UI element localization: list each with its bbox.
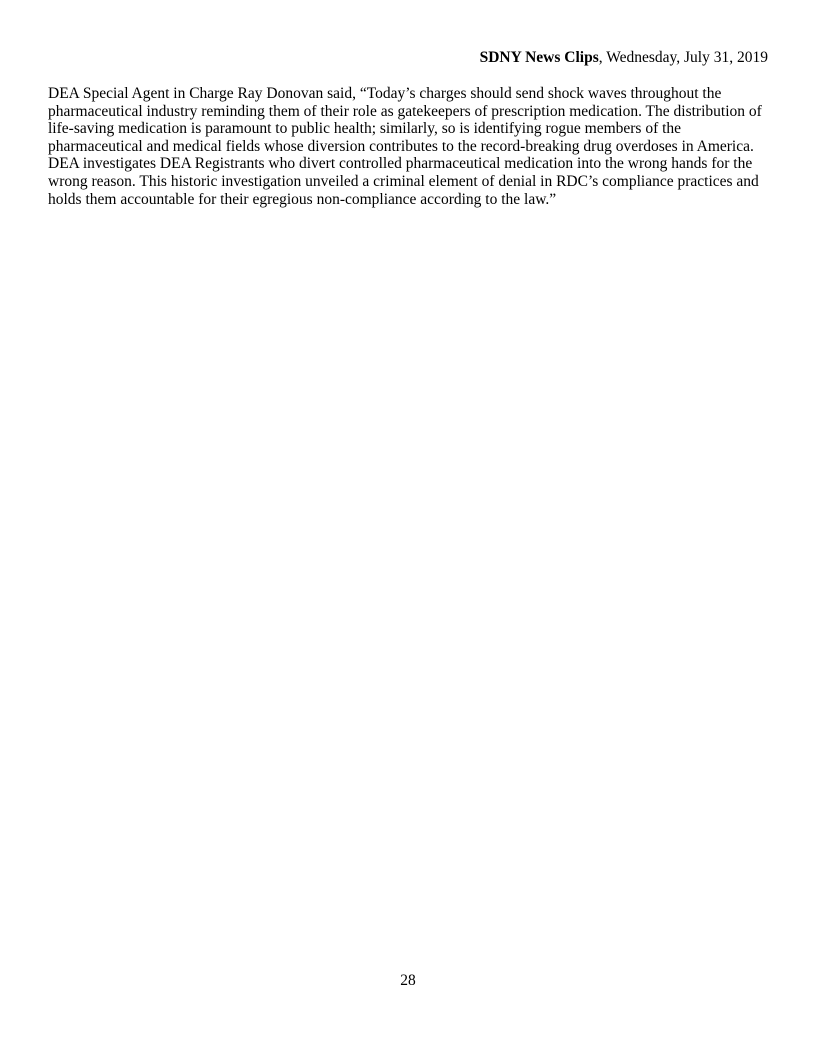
header-date: Wednesday, July 31, 2019 bbox=[606, 49, 768, 66]
header-separator: , bbox=[598, 49, 607, 66]
article-paragraph: DEA Special Agent in Charge Ray Donovan said, “Today’s charges should send shock waves throughout the pharmaceutical industry reminding them of their role as gatekeepers of prescription medication. The distribution of life-saving medication is paramount to public health; similarly, so is identifying rogue members of the pharmaceutical and medical fields whose diversion contributes to the record-breaking drug overdoses in America. DEA investigates DEA Registrants who divert controlled pharmaceutical medication into the wrong hands for the wrong reason. This historic investigation unveiled a criminal element of denial in RDC’s compliance practices and holds them accountable for their egregious non-compliance according to the law.” bbox=[48, 85, 762, 208]
page-header bbox=[480, 48, 768, 68]
publication-name: SDNY News Clips bbox=[479, 49, 599, 66]
page-number: 28 bbox=[400, 972, 416, 989]
